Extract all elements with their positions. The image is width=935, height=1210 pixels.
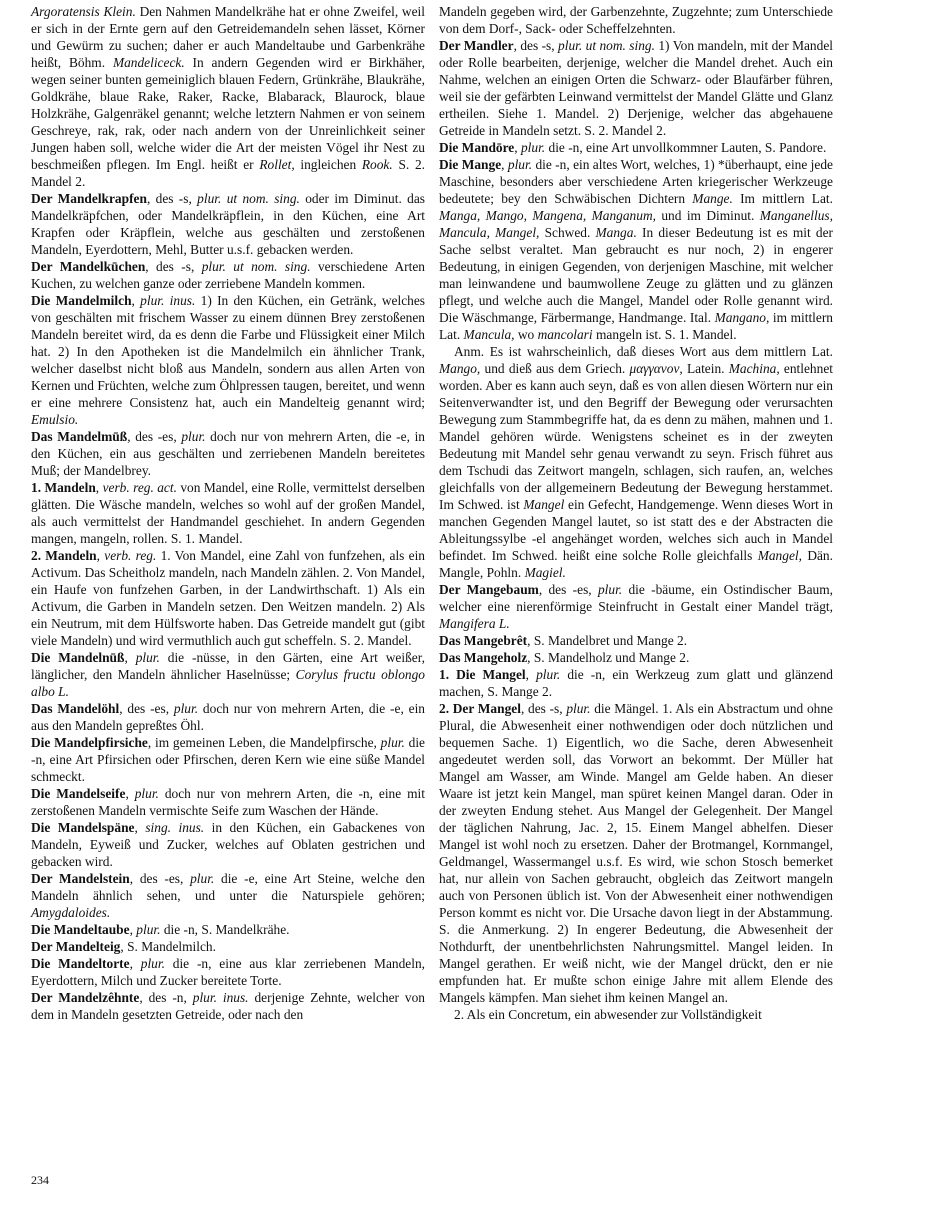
entry-text: , bbox=[501, 157, 508, 172]
entry-text: , des -es, bbox=[129, 871, 191, 886]
entry-headword: Die Mandeltorte bbox=[31, 956, 130, 971]
entry-italic-text: plur. bbox=[134, 786, 159, 801]
page-number: 234 bbox=[31, 1173, 49, 1187]
entry-text: die Mängel. 1. Als ein Abstractum und ohne Plural, die Abwesenheit einer nothwendigen oder doch nützlichen und bequemen Sache. 1) Eigentlich, wo die Sache, deren Abwesenheit angedeutet werden soll, das Vorwort an bekommt. Der Müller hat Mangel am Wasser, am Winde. Mangel am Gelde haben. An dieser Waare ist jetzt kein Mangel, man spüret keinen Mangel daran. Oder in der zweyten Endung stehet. Aus Mangel der Gelegenheit. Der Mangel der täglichen Nahrung, Jac. 2, 15. Einem Mangel abhelfen. Dieser Mangel ist wohl noch zu ersetzen. Daher der Brotmangel, Kornmangel, Geldmangel, Wassermangel u.s.f. Es wird, wie schon Stosch bemerket hat, nur allein von Sachen gebraucht, obgleich das Zeitwort mangeln auch von Personen üblich ist. Von der Abwesenheit einer nothwendigen Person kommt es nicht vor. Die Ursache davon liegt in der Abstammung. S. die Anmerkung. 2) In engerer Bedeutung, die Abwesenheit der Nothdurft, der unentbehrlichsten Nahrungsmittel. Mangel leiden. In Mangel gerathen. Er weiß nicht, wie der Mangel drückt, den er nie empfunden hat. Er mußte schon einige Jahre mit allem Elende des Mangels kämpfen. Man siehet ihm keinen Mangel an. bbox=[439, 701, 833, 1005]
entry-text: , des -s, bbox=[520, 701, 567, 716]
entry-text: Anm. Es ist wahrscheinlich, daß dieses Wort aus dem mittlern Lat. bbox=[454, 344, 833, 359]
entry-text: Dän. Mangle, Pohln. bbox=[439, 548, 833, 580]
dictionary-entry bbox=[31, 989, 425, 1023]
entry-italic-text: plur. bbox=[135, 650, 160, 665]
entry-headword: Die Mandōre bbox=[439, 140, 515, 155]
entry-headword: Das Mandelmūß bbox=[31, 429, 128, 444]
entry-headword: 2. Der Mangel bbox=[439, 701, 521, 716]
entry-italic-text: plur. bbox=[136, 922, 161, 937]
dictionary-entry bbox=[439, 581, 833, 632]
entry-italic-text: Manga, Mango, Mangena, Manganum, bbox=[439, 208, 656, 223]
dictionary-entry bbox=[439, 666, 833, 700]
entry-text: die -n, eine Art unvollkommner Lauten, S. Pandore. bbox=[545, 140, 827, 155]
entry-italic-text: Rook. bbox=[361, 157, 393, 172]
entry-italic-text: Mandeliceck. bbox=[112, 55, 185, 70]
entry-text: wo bbox=[514, 327, 538, 342]
entry-text: derjenige Zehnte, welcher von dem in Mandeln gesetzten Getreide, oder nach den bbox=[31, 990, 426, 1022]
entry-text: , bbox=[124, 650, 136, 665]
entry-italic-text: plur. ut nom. sing. bbox=[197, 191, 300, 206]
entry-italic-text: plur. bbox=[520, 140, 546, 155]
entry-text: ein Gefecht, Handgemenge. Wenn dieses Wort in manchen Gegenden Mangel lautet, so ist statt des e der Abstracten die Ableitungssylbe -el angehänget worden, welches sich auch in Mandel befindet. Im Schwed. heißt eine solche Rolle gleichfalls bbox=[439, 497, 833, 563]
entry-italic-text: Emulsio. bbox=[31, 412, 79, 427]
entry-headword: Die Mandelseife bbox=[31, 786, 126, 801]
entry-text: entlehnet worden. Aber es kann auch seyn, daß es von allen diesen Wörtern nur ein Seitenverwandter ist, und den Begriff der Bewegung oder verursachten Bewegung zum Stammbegriffe hat, da es denn zu mähen, mahnen und 1. Mandel gehören würde. Wenigstens scheinet es in der zweyten Bedeutung mit Mandel sehr genau verwandt zu seyn. Frisch führet aus dem Tschudi das Zeitwort mangeln, schlagen, sich raufen, an, welches gleichfalls von der allgemeinern Bedeutung der Bewegung herstammet. Im Schwed. ist bbox=[439, 361, 833, 512]
entry-italic-text: plur. inus. bbox=[192, 990, 249, 1005]
entry-text: verschiedene Arten Kuchen, zu welchen ganze oder zerriebene Mandeln kommen. bbox=[31, 259, 425, 291]
entry-text: oder im Diminut. das Mandelkräpfchen, oder Mandelkräpflein, in den Küchen, eine Art Krapfen oder Kräpflein, welche aus geschälten und zerstoßenen Mandeln, Eyerdottern, Mehl, Butter u.s.f. gebacken werden. bbox=[31, 191, 425, 257]
dictionary-entry bbox=[439, 1006, 833, 1023]
entry-text: die -n, ein altes Wort, welches, 1) *überhaupt, eine jede Maschine, besonders aber verschiedene Arten kriegerischer Werkzeuge bedeutete; bey den Schwäbischen Dichtern bbox=[439, 157, 833, 206]
entry-italic-text: Argoratensis Klein. bbox=[31, 4, 136, 19]
entry-italic-text: Mangano, bbox=[714, 310, 770, 325]
dictionary-entry bbox=[439, 649, 833, 666]
dictionary-entry bbox=[439, 156, 833, 343]
entry-text: In dieser Bedeutung ist es mit der Sache selbst veraltet. Man gebraucht es nur noch, 2) in engerer Bedeutung, in einigen Gegenden, von derjenigen Maschine, mit welcher man leinwandene und baumwollene Zeuge zu glätten und zu glänzen pflegt, und welche auch die Mangel, Mandel oder Rolle genannt wird. Die Wäschmange, Färbermange, Handmange. Ital. bbox=[439, 225, 834, 325]
entry-italic-text: μαγγανον, bbox=[629, 361, 683, 376]
entry-text: und im Diminut. bbox=[655, 208, 760, 223]
entry-text: und dieß aus dem Griech. bbox=[480, 361, 630, 376]
dictionary-entry bbox=[31, 292, 425, 428]
entry-headword: Die Mandelspäne bbox=[31, 820, 135, 835]
entry-italic-text: plur. bbox=[507, 157, 533, 172]
entry-text: die -nüsse, in den Gärten, eine Art weißer, länglicher, den Mandeln ähnlicher Haselnüsse; bbox=[31, 650, 426, 682]
dictionary-entry bbox=[439, 3, 833, 37]
entry-text: in den Küchen, ein Gabackenes von Mandeln, Eyweiß und Zucker, welches auf Oblaten gestrichen und gebacken wird. bbox=[31, 820, 425, 869]
entry-text: , bbox=[129, 922, 137, 937]
entry-text: , bbox=[134, 820, 146, 835]
entry-text: die -n, eine Art Pfirsichen oder Pfirschen, deren Kern wie eine süße Mandel schmeckt. bbox=[31, 735, 425, 784]
dictionary-entry bbox=[439, 343, 833, 581]
entry-italic-text: plur. bbox=[190, 871, 215, 886]
entry-text: die -bäume, ein Ostindischer Baum, welcher eine nierenförmige Steinfrucht in Gestalt einer Mandel trägt, bbox=[439, 582, 834, 614]
entry-text: , bbox=[129, 956, 141, 971]
entry-text: die -e, eine Art Steine, welche den Mandeln ähnlich sehen, und unter die Naturspiele gehören; bbox=[31, 871, 425, 903]
entry-italic-text: plur. inus. bbox=[140, 293, 196, 308]
dictionary-entry bbox=[439, 139, 833, 156]
entry-text: doch nur von mehrern Arten, die -e, ein aus den Mandeln gepreßtes Öhl. bbox=[31, 701, 425, 733]
entry-italic-text: Manga. bbox=[595, 225, 637, 240]
entry-italic-text: plur. ut nom. sing. bbox=[201, 259, 311, 274]
entry-text: , des -n, bbox=[139, 990, 193, 1005]
entry-italic-text: sing. inus. bbox=[145, 820, 205, 835]
entry-text: 1) In den Küchen, ein Getränk, welches von geschälten mit frischem Wasser zu einem dünnen Brey zerstoßenen Mandeln bereitet wird, da es denn die Farbe und Flüssigkeit einer Milch hat. 2) In den Apotheken ist die Mandelmilch ein ähnlicher Trank, welcher daselbst nicht bloß aus Mandeln, sondern aus allen Arten von Kernen und Früchten, welche zum Öhlpressen taugen, bereitet, und wenn er eine mehrere Consistenz hat, auch ein Mandelteig genannt wird; bbox=[31, 293, 426, 410]
entry-text: , S. Mandelmilch. bbox=[120, 939, 216, 954]
dictionary-entry bbox=[31, 785, 425, 819]
entry-headword: Der Mandelkūchen bbox=[31, 259, 146, 274]
entry-text: , bbox=[514, 140, 521, 155]
entry-text: , des -es, bbox=[538, 582, 598, 597]
entry-italic-text: plur. ut nom. sing. bbox=[558, 38, 655, 53]
dictionary-entry bbox=[31, 819, 425, 870]
dictionary-entry bbox=[31, 870, 425, 921]
dictionary-entry bbox=[31, 955, 425, 989]
dictionary-entry bbox=[439, 700, 833, 1006]
entry-italic-text: Mangel bbox=[523, 497, 565, 512]
entry-italic-text: plur. bbox=[140, 956, 165, 971]
entry-headword: Der Mangebaum bbox=[439, 582, 539, 597]
entry-text: , im gemeinen Leben, die Mandelpfirsche, bbox=[147, 735, 381, 750]
entry-text: , des -es, bbox=[127, 429, 182, 444]
entry-text: ingleichen bbox=[294, 157, 362, 172]
entry-italic-text: mancolari bbox=[537, 327, 593, 342]
entry-headword: 2. Mandeln bbox=[31, 548, 97, 563]
entry-headword: Der Mandelzêhnte bbox=[31, 990, 140, 1005]
entry-text: , bbox=[131, 293, 141, 308]
entry-headword: Die Mandeltaube bbox=[31, 922, 130, 937]
entry-text: , bbox=[525, 667, 537, 682]
entry-italic-text: Mancula, bbox=[463, 327, 515, 342]
entry-text: doch nur von mehrern Arten, die -n, eine mit zerstoßenen Mandeln vermischte Seife zum Waschen der Hände. bbox=[31, 786, 425, 818]
entry-italic-text: verb. reg. bbox=[104, 548, 157, 563]
entry-text: , bbox=[96, 548, 105, 563]
dictionary-entry bbox=[31, 428, 425, 479]
entry-italic-text: plur. bbox=[566, 701, 591, 716]
entry-text: von Mandel, eine Rolle, vermittelst derselben glätten. Die Wäsche mandeln, welches so wohl auf der großen Mandel, als auch vermittelst der Handmandel geschiehet. In andern Gegenden mangen, mangeln, rollen. S. 1. Mandel. bbox=[31, 480, 425, 546]
entry-italic-text: verb. reg. act. bbox=[102, 480, 177, 495]
entry-text: , bbox=[95, 480, 103, 495]
entry-italic-text: plur. bbox=[380, 735, 405, 750]
entry-headword: Der Mandelkrapfen bbox=[31, 191, 147, 206]
entry-italic-text: Mange. bbox=[692, 191, 733, 206]
entry-italic-text: Machina, bbox=[728, 361, 780, 376]
entry-headword: Die Mandelpfirsiche bbox=[31, 735, 148, 750]
entry-text: die -n, ein Werkzeug zum glatt und glänzend machen, S. Mange 2. bbox=[439, 667, 833, 699]
entry-headword: 1. Mandeln bbox=[31, 480, 96, 495]
entry-text: , S. Mandelholz und Mange 2. bbox=[527, 650, 690, 665]
entry-text: die -n, eine aus klar zerriebenen Mandeln, Eyerdottern, Milch und Zucker bereitete Torte. bbox=[31, 956, 425, 988]
entry-text: 1) Von mandeln, mit der Mandel oder Rolle bearbeiten, derjenige, welcher die Mandel drehet. Auch ein Nahme, welchen an einigen Orten die Schwarz- oder Blaufärber führen, weil sie der gefärbten Leinwand vermittelst der Mandel Glätte und Glanz ertheilen. Siehe 1. Mandel. 2) Derjenige, welcher das abgehauene Getreide in Mandeln setzt. S. 2. Mandel 2. bbox=[439, 38, 833, 138]
entry-italic-text: plur. bbox=[173, 701, 199, 716]
entry-headword: Der Mandler bbox=[439, 38, 514, 53]
entry-headword: Das Mangebrêt bbox=[439, 633, 528, 648]
entry-headword: Das Mangeholz bbox=[439, 650, 528, 665]
entry-text: Schwed. bbox=[539, 225, 596, 240]
entry-headword: Die Mandelmilch bbox=[31, 293, 132, 308]
entry-italic-text: Amygdaloides. bbox=[31, 905, 111, 920]
entry-text: S. 2. Mandel 2. bbox=[31, 157, 425, 189]
entry-italic-text: Magiel. bbox=[524, 565, 566, 580]
dictionary-entry bbox=[31, 258, 425, 292]
entry-text: In andern Gegenden wird er Birkhäher, wegen seiner bunten gemeiniglich blauen Federn, Grünkrähe, Blaukrähe, Goldkrähe, blaue Rake, Raker, Racke, Blabarack, Blaurock, blaue Holzkrähe, Galgenräkel genannt; welche letztern Nahmen er von seinem Geschreye, rak, rak, oder nach andern von der Unreinlichkeit seiner Jungen haben soll, welche wider die Art der meisten Vögel ihr Nest zu beschmeißen pflegen. Im Engl. heißt er bbox=[31, 55, 426, 172]
entry-italic-text: plur. bbox=[597, 582, 623, 597]
entry-text: , bbox=[125, 786, 135, 801]
entry-italic-text: Mangel, bbox=[757, 548, 802, 563]
entry-text: doch nur von mehrern Arten, die -e, in den Küchen, ein aus geschälten und zerriebenen Mandeln bereitetes Muß; der Mandelbrey. bbox=[31, 429, 425, 478]
dictionary-entry bbox=[31, 734, 425, 785]
entry-text: im mittlern Lat. bbox=[439, 310, 833, 342]
entry-text: , des -s, bbox=[145, 259, 202, 274]
entry-text: Den Nahmen Mandelkrähe hat er ohne Zweifel, weil er sich in der Ernte gern auf den Getreidemandeln sehen lässet, Körner und Gewürm zu suchen; daher er auch Mandeltaube und Garbenkrähe heißt, Böhm. bbox=[31, 4, 425, 70]
entry-text: , des -s, bbox=[513, 38, 559, 53]
entry-headword: Die Mange bbox=[439, 157, 502, 172]
entry-italic-text: Manganellus, Mancula, Mangel, bbox=[439, 208, 833, 240]
entry-text: mangeln ist. S. 1. Mandel. bbox=[592, 327, 737, 342]
entry-text: , des -es, bbox=[119, 701, 174, 716]
entry-italic-text: Mangifera L. bbox=[439, 616, 510, 631]
entry-italic-text: Corylus fructu oblongo albo L. bbox=[31, 667, 425, 699]
entry-text: 2. Als ein Concretum, ein abwesender zur Vollständigkeit bbox=[454, 1007, 762, 1022]
entry-headword: Der Mandelstein bbox=[31, 871, 130, 886]
entry-headword: Das Mandelöhl bbox=[31, 701, 120, 716]
dictionary-entry bbox=[31, 3, 425, 190]
dictionary-entry bbox=[439, 37, 833, 139]
entry-text: Mandeln gegeben wird, der Garbenzehnte, Zugzehnte; zum Unterschiede von dem Dorf-, Sack- oder Scheffelzehnten. bbox=[439, 4, 833, 36]
entry-italic-text: Rollet, bbox=[259, 157, 295, 172]
entry-text: Latein. bbox=[682, 361, 729, 376]
dictionary-entry bbox=[31, 700, 425, 734]
entry-text: 1. Von Mandel, eine Zahl von funfzehen, als ein Activum. Das Scheitholz mandeln, nach Mandeln zählen. 2. Von Mandel, ein Haufe von funfzehen Garben, in der Landwirthschaft. 1) Als ein Activum, die Garben in Mandeln setzen. Den Weitzen mandeln. 2) Als ein Neutrum, mit dem Hülfsworte haben. Das Getreide mandelt gut (gibt viele Mandeln) und wird vermuthlich auch gut scheffeln. S. 2. Mandel. bbox=[31, 548, 425, 648]
dictionary-entry bbox=[31, 547, 425, 649]
dictionary-entry bbox=[31, 649, 425, 700]
entry-headword: Die Mandelnūß bbox=[31, 650, 125, 665]
dictionary-entry bbox=[31, 921, 425, 938]
left-column bbox=[31, 3, 425, 1023]
dictionary-entry bbox=[31, 938, 425, 955]
entry-text: die -n, S. Mandelkrähe. bbox=[160, 922, 290, 937]
entry-text: Im mittlern Lat. bbox=[732, 191, 833, 206]
entry-italic-text: plur. bbox=[536, 667, 561, 682]
dictionary-entry bbox=[439, 632, 833, 649]
entry-headword: 1. Die Mangel bbox=[439, 667, 526, 682]
entry-text: , S. Mandelbret und Mange 2. bbox=[527, 633, 688, 648]
entry-italic-text: Mango, bbox=[439, 361, 481, 376]
entry-text: , des -s, bbox=[146, 191, 198, 206]
entry-italic-text: plur. bbox=[181, 429, 206, 444]
dictionary-entry bbox=[31, 190, 425, 258]
dictionary-entry bbox=[31, 479, 425, 547]
right-column bbox=[439, 3, 833, 1023]
entry-headword: Der Mandelteig bbox=[31, 939, 121, 954]
